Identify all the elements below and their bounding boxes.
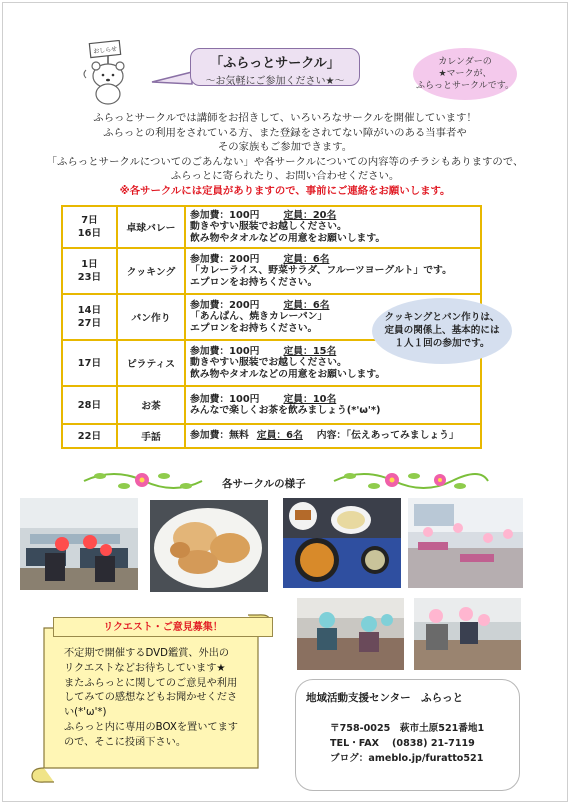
date-cell: 7日 16日 — [62, 206, 117, 248]
circle-name: ピラティス — [117, 340, 185, 386]
bubble-tail — [150, 70, 194, 90]
table-row — [62, 248, 481, 294]
request-line: ので、そこに投函下さい。 — [64, 736, 187, 748]
capacity-warning: ※各サークルには定員がありますので、事前にご連絡をお願いします。 — [119, 184, 451, 197]
bread-photo — [150, 500, 268, 592]
center-name: 地域活動支援センター ふらっと — [306, 692, 464, 704]
table-row — [62, 424, 481, 448]
circle-info: 参加費：100円 定員：10名 みんなで楽しくお茶を飲みましょう(*'ω'*) — [185, 386, 481, 424]
intro-text — [30, 111, 540, 198]
circle-name: パン作り — [117, 294, 185, 340]
request-line: してみての感想などもお聞かせくださ — [64, 692, 238, 704]
phone-fax: TEL・FAX (0838) 21-7119 — [330, 738, 475, 749]
calendar-note-line: カレンダーの — [438, 57, 492, 67]
side-note-line: 定員の関係上、基本的には — [384, 325, 500, 336]
calendar-note-line: ★マークが、 — [438, 69, 492, 79]
blog-link[interactable]: ブログ：ameblo.jp/furatto521 — [330, 753, 484, 764]
request-body — [64, 647, 269, 751]
side-note-line: クッキングとパン作りは、 — [384, 312, 500, 323]
intro-line: ふらっとサークルでは講師をお招きして、いろいろなサークルを開催しています！ — [93, 112, 477, 124]
cooking-photo — [283, 498, 401, 588]
circle-photos-title: 各サークルの様子 — [222, 478, 306, 490]
request-line: リクエストなどお待ちしています★ — [64, 662, 226, 674]
intro-line: ふらっとの利用をされている方、また登録をされてない障がいのある当事者や — [103, 126, 467, 139]
tea-photo — [297, 598, 404, 670]
request-title: リクエスト・ご意見募集！ — [53, 617, 273, 637]
table-row — [62, 386, 481, 424]
circle-info: 参加費：200円 定員：6名 「カレーライス、野菜サラダ、フルーツヨーグルト」です。 エプロンをお持ちください。 — [185, 248, 481, 294]
date-cell: 17日 — [62, 340, 117, 386]
circle-name: お茶 — [117, 386, 185, 424]
table-tennis-photo — [20, 498, 138, 590]
date-cell: 14日 27日 — [62, 294, 117, 340]
table-row — [62, 206, 481, 248]
request-line: い(*'ω'*) — [64, 707, 107, 719]
circle-info: 参加費：100円 定員：20名 動きやすい服装でお越しください。 飲み物やタオルなどの用意をお願いします。 — [185, 206, 481, 248]
circle-name: 卓球バレー — [117, 206, 185, 248]
request-line: ふらっと内に専用のBOXを置いてます — [64, 721, 238, 733]
mascot-sign-text: おしらせ — [92, 45, 118, 56]
page-subtitle: ～お気軽にご参加ください★～ — [205, 76, 345, 87]
date-cell: 22日 — [62, 424, 117, 448]
page-title: 「ふらっとサークル」 — [210, 56, 340, 71]
intro-line: ふらっとに寄られたり、お問い合わせください。 — [170, 170, 400, 182]
calendar-note-line: ふらっとサークルです。 — [415, 81, 514, 91]
circle-name: クッキング — [117, 248, 185, 294]
circle-name: 手話 — [117, 424, 185, 448]
address: 〒758-0025 萩市土原521番地1 — [330, 723, 485, 734]
side-note-line: １人１回の参加です。 — [394, 338, 490, 349]
flower-vine-decoration — [330, 466, 490, 496]
title-bubble — [190, 48, 360, 86]
circle-info: 参加費：無料 定員：6名 内容：「伝えあってみましょう」 — [185, 424, 481, 448]
date-cell: 28日 — [62, 386, 117, 424]
side-note-bubble — [372, 298, 512, 364]
circle-info: 参加費：100円 定員：15名 動きやすい服装でお越しください。 飲み物やタオルなどの用意をお願いします。 — [185, 340, 481, 386]
calendar-note — [413, 48, 517, 100]
intro-line: その家族もご参加できます。 — [217, 141, 353, 153]
intro-line: 「ふらっとサークルについてのごあんない」や各サークルについての内容等のチラシもありますので、 — [46, 155, 524, 168]
bear-mascot-illustration — [78, 40, 134, 106]
sign-language-photo — [414, 598, 521, 670]
flower-vine-decoration — [80, 466, 205, 496]
circle-info: 参加費：200円 定員：6名 「あんぱん、焼きカレーパン」 エプロンをお持ちください。 — [185, 294, 481, 340]
request-line: またふらっとに関してのご意見や利用 — [64, 677, 238, 689]
request-line: 不定期で開催するDVD鑑賞、外出の — [64, 648, 230, 659]
date-cell: 1日 23日 — [62, 248, 117, 294]
pilates-photo — [408, 498, 523, 588]
